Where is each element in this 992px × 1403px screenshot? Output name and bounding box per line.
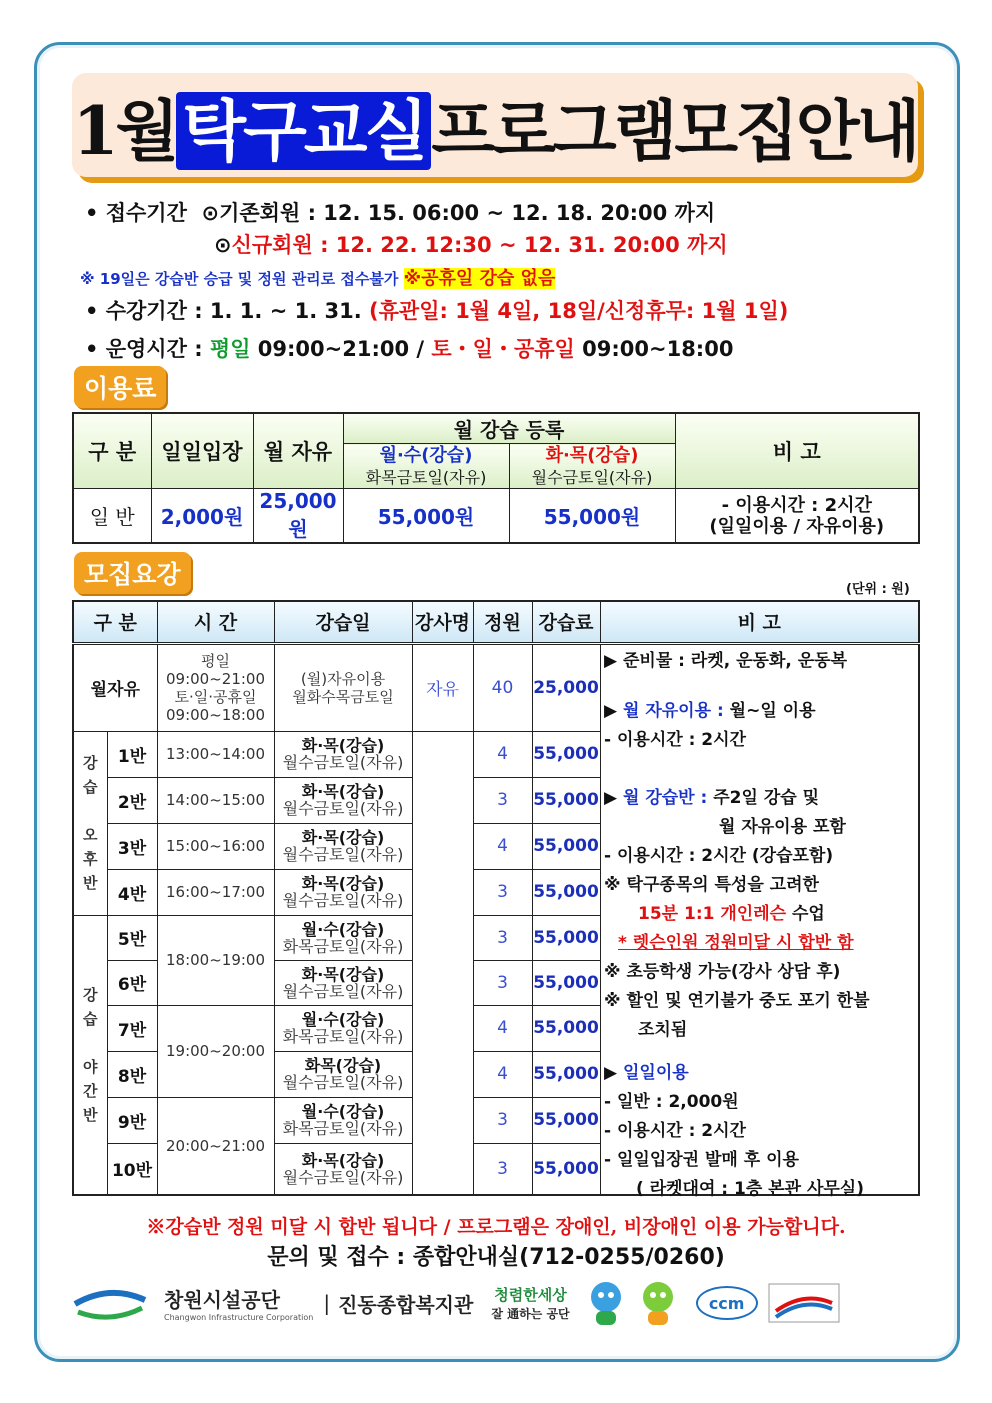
fee-table (72, 412, 920, 544)
class-capacity: 3 (473, 915, 532, 960)
class-days: 화목(강습) 월수금토일(자유) (274, 1051, 412, 1097)
fee-header-remarks: 비 고 (675, 413, 919, 489)
class-days: 화·목(강습) 월수금토일(자유) (274, 869, 412, 915)
instructor-cell (412, 731, 473, 1195)
class-fee: 55,000 (532, 915, 600, 960)
slogan-block: 청렴한세상 잘 通하는 공단 (491, 1286, 570, 1321)
class-capacity: 4 (473, 1005, 532, 1051)
class-fee: 55,000 (532, 731, 600, 777)
class-time: 13:00~14:00 (157, 731, 274, 777)
fee-header-monthly-lesson: 월 강습 등록 (343, 413, 675, 444)
title-banner (72, 73, 918, 177)
class-label: 3반 (107, 823, 157, 869)
class-label: 7반 (107, 1005, 157, 1051)
class-label: 4반 (107, 869, 157, 915)
class-fee: 55,000 (532, 960, 600, 1005)
page-title (73, 78, 918, 173)
class-time: 16:00~17:00 (157, 869, 274, 915)
mascot-green-icon (636, 1279, 680, 1327)
title-highlight: 탁구교실 (176, 92, 431, 170)
footer-contact: 문의 및 접수 : 종합안내실(712-0255/0260) (267, 1245, 725, 1270)
org1-english: Changwon Infrastructure Corporation (164, 1313, 314, 1322)
recruit-header-capacity: 정원 (473, 601, 532, 643)
logo-row (70, 1278, 930, 1328)
operating-hours: • 운영시간 : 평일 09:00~21:00 / 토・일・공휴일 09:00~18:00 (85, 337, 734, 361)
reception-new: ⊙신규회원 : 12. 22. 12:30 ~ 12. 31. 20:00 까지 (214, 233, 728, 257)
fee-section-tag: 이용료 (74, 366, 166, 408)
afternoon-group-label: 강 습 오 후 반 (73, 731, 107, 915)
footer-notice: ※강습반 정원 미달 시 합반 됩니다 / 프로그램은 장애인, 비장애인 이용 가능합니다. (146, 1216, 846, 1238)
free-row-category: 월자유 (73, 643, 157, 731)
fee-header-tue-thu: 화·목(강습) 월수금토일(자유) (509, 444, 675, 489)
fee-header-category: 구 분 (73, 413, 151, 489)
fee-header-mon-wed: 월·수(강습) 화목금토일(자유) (343, 444, 509, 489)
fee-row-remarks: - 이용시간 : 2시간 (일일이용 / 자유이용) (675, 489, 919, 544)
class-fee: 55,000 (532, 1051, 600, 1097)
class-days: 화·목(강습) 월수금토일(자유) (274, 731, 412, 777)
org1-name: 창원시설공단 (164, 1288, 280, 1312)
award-badge-icon (768, 1283, 840, 1323)
fee-header-daily: 일일입장 (151, 413, 253, 489)
free-row-days: (월)자유이용 월화수목금토일 (274, 643, 412, 731)
free-row-time: 평일 09:00~21:00 토·일·공휴일 09:00~18:00 (157, 643, 274, 731)
recruit-notes: ▶ 준비물 : 라켓, 운동화, 운동복 ▶ 월 자유이용 : 월~일 이용 - 이용시간 : 2시간 ▶ 월 강습반 : 주2일 강습 및 월 자유이용 포함 - 이용시간 : 2시간 (강습포함) ※ 탁구종목의 특성을 고려한 15분 1:1 개인레슨 수업 * 렛슨인원 정원미달 시 합반 함 ※ 초등학생 가능(강사 상담 후) ※ 할인 및 연기불가 중도 포기 한불 조치됨 ▶ 일일이용 - 일반 : 2,000원 - 이용시간 : 2시간 - 일일입장권 발매 후 이용 ( 라켓대여 : 1층 본관 사무실) (604, 651, 870, 1199)
class-label: 8반 (107, 1051, 157, 1097)
ccm-logo: ccm (696, 1286, 758, 1320)
title-month: 1월 (72, 91, 177, 170)
class-label: 5반 (107, 915, 157, 960)
class-fee: 55,000 (532, 869, 600, 915)
recruit-header-instructor: 강사명 (412, 601, 473, 643)
class-time: 20:00~21:00 (157, 1097, 274, 1195)
class-days: 월·수(강습) 화목금토일(자유) (274, 1005, 412, 1051)
class-days: 화·목(강습) 월수금토일(자유) (274, 1143, 412, 1195)
class-label: 6반 (107, 960, 157, 1005)
class-fee: 55,000 (532, 1097, 600, 1143)
fee-row-category: 일 반 (73, 489, 151, 544)
title-suffix: 프로그램모집안내 (431, 91, 918, 170)
recruit-header-time: 시 간 (157, 601, 274, 643)
fee-row-daily: 2,000원 (151, 489, 253, 544)
class-fee: 55,000 (532, 823, 600, 869)
class-capacity: 4 (473, 823, 532, 869)
fee-header-monthly-free: 월 자유 (253, 413, 343, 489)
class-fee: 55,000 (532, 1005, 600, 1051)
changwon-logo-icon (70, 1282, 150, 1324)
unit-label: (단위 : 원) (846, 582, 910, 597)
reception-existing: • 접수기간 ⊙기존회원 : 12. 15. 06:00 ~ 12. 18. 20:00 까지 (85, 201, 716, 225)
class-days: 화·목(강습) 월수금토일(자유) (274, 777, 412, 823)
free-row-instructor: 자유 (412, 643, 473, 731)
reception-note: ※ 19일은 강습반 승급 및 정원 관리로 접수불가 ※공휴일 강습 없음 (80, 268, 556, 289)
org2-name: 진동종합복지관 (338, 1292, 474, 1317)
mascot-blue-icon (584, 1279, 628, 1327)
fee-row-monthly-free: 25,000원 (253, 489, 343, 544)
class-capacity: 3 (473, 1143, 532, 1195)
recruit-header-category: 구 분 (73, 601, 157, 643)
class-label: 2반 (107, 777, 157, 823)
class-fee: 55,000 (532, 1143, 600, 1195)
free-row-capacity: 40 (473, 643, 532, 731)
course-period: • 수강기간 : 1. 1. ~ 1. 31. (휴관일: 1월 4일, 18일/신정휴무: 1월 1일) (85, 299, 789, 323)
class-capacity: 4 (473, 1051, 532, 1097)
class-days: 월·수(강습) 화목금토일(자유) (274, 1097, 412, 1143)
class-fee: 55,000 (532, 777, 600, 823)
recruit-header-fee: 강습료 (532, 601, 600, 643)
recruit-section-tag: 모집요강 (74, 552, 191, 594)
class-capacity: 3 (473, 960, 532, 1005)
class-days: 화·목(강습) 월수금토일(자유) (274, 823, 412, 869)
class-capacity: 4 (473, 731, 532, 777)
recruit-header-days: 강습일 (274, 601, 412, 643)
class-time: 19:00~20:00 (157, 1005, 274, 1097)
class-time: 14:00~15:00 (157, 777, 274, 823)
free-row-fee: 25,000 (532, 643, 600, 731)
evening-group-label: 강 습 야 간 반 (73, 915, 107, 1195)
class-capacity: 3 (473, 869, 532, 915)
class-label: 10반 (107, 1143, 157, 1195)
class-time: 18:00~19:00 (157, 915, 274, 1005)
class-capacity: 3 (473, 1097, 532, 1143)
class-days: 월·수(강습) 화목금토일(자유) (274, 915, 412, 960)
logo-divider: | (323, 1291, 331, 1315)
holiday-notice: ※공휴일 강습 없음 (403, 268, 556, 289)
class-days: 화·목(강습) 월수금토일(자유) (274, 960, 412, 1005)
recruit-header-remarks: 비 고 (600, 601, 919, 643)
fee-row-tue-thu: 55,000원 (509, 489, 675, 544)
class-time: 15:00~16:00 (157, 823, 274, 869)
class-capacity: 3 (473, 777, 532, 823)
class-label: 1반 (107, 731, 157, 777)
class-label: 9반 (107, 1097, 157, 1143)
org1-block (164, 1284, 313, 1322)
fee-row-mon-wed: 55,000원 (343, 489, 509, 544)
